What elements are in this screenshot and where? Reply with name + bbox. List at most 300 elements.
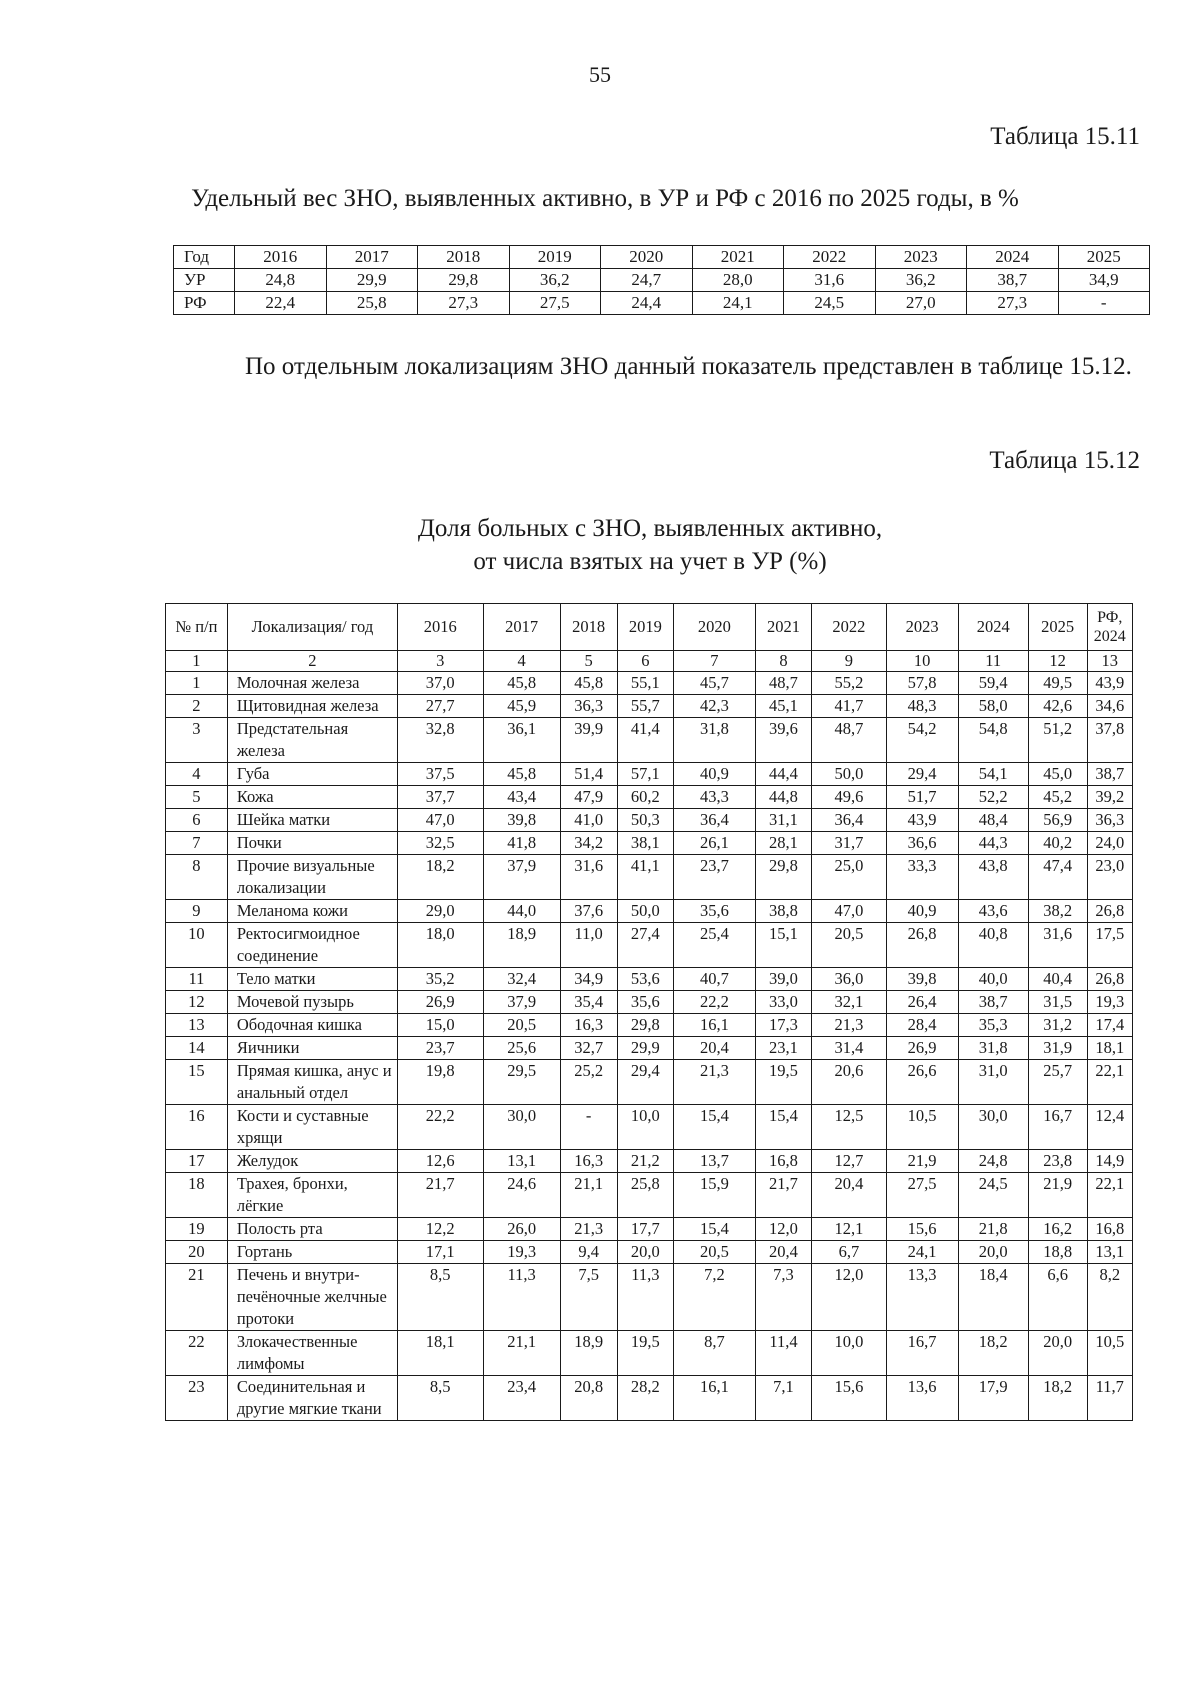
table2-cell: 33,0 (755, 991, 812, 1014)
table2-cell: 26,6 (886, 1060, 958, 1105)
table2-cell: 34,6 (1087, 695, 1132, 718)
table2-header-year: 2024 (958, 604, 1028, 651)
table2-row-localization: Тело матки (227, 968, 397, 991)
table2-row-number: 9 (166, 900, 228, 923)
table2-cell: 14,9 (1087, 1150, 1132, 1173)
table2-cell: 12,0 (755, 1218, 812, 1241)
table2-row (166, 832, 1133, 855)
table2-cell: 20,5 (674, 1241, 755, 1264)
table2-cell: 27,7 (397, 695, 483, 718)
table1-cell: 24,7 (601, 269, 693, 292)
table2-cell: 41,8 (483, 832, 560, 855)
table2-cell: 39,0 (755, 968, 812, 991)
table2-cell: 37,5 (397, 763, 483, 786)
table2-row-localization: Прямая кишка, анус и анальный отдел (227, 1060, 397, 1105)
table2-heading-line1: Доля больных с ЗНО, выявленных активно, (417, 515, 883, 542)
table2-cell: 21,2 (617, 1150, 674, 1173)
table2-cell: 26,8 (1087, 900, 1132, 923)
table2-cell: 7,5 (560, 1264, 617, 1331)
table2-column-number: 4 (483, 651, 560, 672)
table2-cell: 31,8 (958, 1037, 1028, 1060)
table2-cell: 34,2 (560, 832, 617, 855)
table2-cell: 39,8 (483, 809, 560, 832)
table2-cell: 10,5 (886, 1105, 958, 1150)
table2-column-number: 9 (812, 651, 886, 672)
table2-cell: 29,4 (617, 1060, 674, 1105)
table2-cell: 26,8 (886, 923, 958, 968)
table2-cell: 28,4 (886, 1014, 958, 1037)
table1-heading: Удельный вес ЗНО, выявленных активно, в УР и РФ с 2016 по 2025 годы, в % (191, 185, 1019, 212)
table2-row-localization: Печень и внутри-печёночные желчные протоки (227, 1264, 397, 1331)
table2-cell: 26,4 (886, 991, 958, 1014)
table2-row-number: 21 (166, 1264, 228, 1331)
table2-cell: 16,3 (560, 1150, 617, 1173)
table2-cell: 23,7 (397, 1037, 483, 1060)
table2-cell: 30,0 (958, 1105, 1028, 1150)
table1-row-label: РФ (174, 292, 235, 315)
table2-row-number: 11 (166, 968, 228, 991)
table2-cell: 45,8 (483, 672, 560, 695)
table2-cell: 20,0 (958, 1241, 1028, 1264)
table2-cell: 49,5 (1028, 672, 1087, 695)
table2-cell: 17,4 (1087, 1014, 1132, 1037)
table1-caption: Таблица 15.11 (990, 123, 1140, 150)
table1-cell: 27,5 (509, 292, 601, 315)
table2-cell: 37,9 (483, 991, 560, 1014)
table2-cell: 35,6 (674, 900, 755, 923)
table2-column-number: 10 (886, 651, 958, 672)
table2-row (166, 855, 1133, 900)
table2-cell: 40,0 (958, 968, 1028, 991)
table2-cell: 31,5 (1028, 991, 1087, 1014)
table2-cell: 21,9 (886, 1150, 958, 1173)
table2-header-year: 2022 (812, 604, 886, 651)
table2-row (166, 763, 1133, 786)
table2-header-year: 2023 (886, 604, 958, 651)
table2-cell: 12,1 (812, 1218, 886, 1241)
table2-cell: 16,7 (1028, 1105, 1087, 1150)
table2-cell: 17,7 (617, 1218, 674, 1241)
table2-cell: 16,2 (1028, 1218, 1087, 1241)
table2-cell: 45,9 (483, 695, 560, 718)
table2-cell: 41,1 (617, 855, 674, 900)
table2-cell: 25,6 (483, 1037, 560, 1060)
table2-row-localization: Молочная железа (227, 672, 397, 695)
table2-cell: 48,7 (755, 672, 812, 695)
table1-cell: 24,5 (784, 292, 876, 315)
table2-cell: 35,6 (617, 991, 674, 1014)
table2-cell: 29,4 (886, 763, 958, 786)
table2-cell: 12,2 (397, 1218, 483, 1241)
table2-cell: 50,3 (617, 809, 674, 832)
table2-cell: 31,4 (812, 1037, 886, 1060)
table2-cell: 29,9 (617, 1037, 674, 1060)
table2-row-number: 20 (166, 1241, 228, 1264)
table2-cell: 34,9 (560, 968, 617, 991)
table2-cell: 24,5 (958, 1173, 1028, 1218)
table2-cell: 22,1 (1087, 1060, 1132, 1105)
table1-header-year: 2018 (418, 246, 510, 269)
table2-cell: 31,9 (1028, 1037, 1087, 1060)
table2-cell: 52,2 (958, 786, 1028, 809)
table2-cell: 13,3 (886, 1264, 958, 1331)
table2-cell: 16,3 (560, 1014, 617, 1037)
table2-column-number: 5 (560, 651, 617, 672)
table2-row-localization: Гортань (227, 1241, 397, 1264)
table2-column-number: 12 (1028, 651, 1087, 672)
table1-header-year: 2017 (326, 246, 418, 269)
table2-row-number: 5 (166, 786, 228, 809)
table2-column-number: 6 (617, 651, 674, 672)
table2-cell: 45,2 (1028, 786, 1087, 809)
table2-header-year: 2019 (617, 604, 674, 651)
table2-cell: 15,6 (886, 1218, 958, 1241)
table2-row-number: 10 (166, 923, 228, 968)
table2-cell: 36,6 (886, 832, 958, 855)
table1-cell: 29,8 (418, 269, 510, 292)
table2-cell: 51,2 (1028, 718, 1087, 763)
table2-row-localization: Ректосигмоидное соединение (227, 923, 397, 968)
table2-cell: 12,4 (1087, 1105, 1132, 1150)
table2-row (166, 991, 1133, 1014)
table2-cell: 21,1 (560, 1173, 617, 1218)
table2-cell: 50,0 (617, 900, 674, 923)
table2-column-number: 7 (674, 651, 755, 672)
table2-cell: 16,7 (886, 1331, 958, 1376)
table2-row-number: 4 (166, 763, 228, 786)
table2-row-localization: Злокачественные лимфомы (227, 1331, 397, 1376)
table2-cell: 37,0 (397, 672, 483, 695)
table2-cell: 19,3 (483, 1241, 560, 1264)
table2-row-localization: Полость рта (227, 1218, 397, 1241)
table2-cell: 31,7 (812, 832, 886, 855)
table2-cell: 21,1 (483, 1331, 560, 1376)
table2-cell: 16,1 (674, 1014, 755, 1037)
table1-header-year: 2025 (1058, 246, 1150, 269)
table2-cell: 38,1 (617, 832, 674, 855)
table2-cell: 40,9 (886, 900, 958, 923)
table2-cell: 13,6 (886, 1376, 958, 1421)
table2-cell: 20,0 (617, 1241, 674, 1264)
table2-cell: 20,6 (812, 1060, 886, 1105)
table2-row-number: 17 (166, 1150, 228, 1173)
table2-row (166, 695, 1133, 718)
table2-heading-line2: от числа взятых на учет в УР (%) (473, 548, 827, 575)
table2-cell: 31,0 (958, 1060, 1028, 1105)
table2-row-localization: Шейка матки (227, 809, 397, 832)
table2-row-localization: Соединительная и другие мягкие ткани (227, 1376, 397, 1421)
table2-header-year: 2025 (1028, 604, 1087, 651)
table2-row-localization: Щитовидная железа (227, 695, 397, 718)
table2-cell: 58,0 (958, 695, 1028, 718)
table2-cell: 55,1 (617, 672, 674, 695)
table2-cell: 8,2 (1087, 1264, 1132, 1331)
table2-cell: 18,0 (397, 923, 483, 968)
table2-header-row (166, 604, 1133, 651)
table1-cell: 28,0 (692, 269, 784, 292)
table2-cell: 18,4 (958, 1264, 1028, 1331)
table2-column-number: 2 (227, 651, 397, 672)
table2-row-number: 3 (166, 718, 228, 763)
table2-cell: 24,8 (958, 1150, 1028, 1173)
table2-row-number: 7 (166, 832, 228, 855)
table2-cell: 45,8 (483, 763, 560, 786)
table2-row-number: 1 (166, 672, 228, 695)
table2-row-localization: Кожа (227, 786, 397, 809)
table2-cell: 48,4 (958, 809, 1028, 832)
table2-cell: 18,9 (560, 1331, 617, 1376)
table2-cell: 53,6 (617, 968, 674, 991)
table2-cell: 38,8 (755, 900, 812, 923)
table1-header-label: Год (174, 246, 235, 269)
table2-row (166, 1173, 1133, 1218)
table2-row-localization: Мочевой пузырь (227, 991, 397, 1014)
table2-row (166, 786, 1133, 809)
table2-cell: 7,1 (755, 1376, 812, 1421)
table2-row (166, 1241, 1133, 1264)
table2-row-number: 8 (166, 855, 228, 900)
table2-cell: 20,0 (1028, 1331, 1087, 1376)
table2-cell: 37,7 (397, 786, 483, 809)
table2-cell: 57,8 (886, 672, 958, 695)
table2-cell: 20,4 (674, 1037, 755, 1060)
table2-row (166, 809, 1133, 832)
table1-cell: 29,9 (326, 269, 418, 292)
table2-cell: 31,6 (1028, 923, 1087, 968)
table2-cell: 40,2 (1028, 832, 1087, 855)
table2-cell: 19,8 (397, 1060, 483, 1105)
table2-cell: 23,8 (1028, 1150, 1087, 1173)
table2-column-number: 1 (166, 651, 228, 672)
table2-cell: 20,8 (560, 1376, 617, 1421)
table2 (165, 603, 1133, 1421)
table2-cell: 20,4 (812, 1173, 886, 1218)
table2-cell: 39,9 (560, 718, 617, 763)
table1-row (174, 292, 1150, 315)
table2-cell: 23,4 (483, 1376, 560, 1421)
table2-cell: 19,5 (617, 1331, 674, 1376)
table2-cell: 6,6 (1028, 1264, 1087, 1331)
table1-cell: 27,0 (875, 292, 967, 315)
table1-cell: 31,6 (784, 269, 876, 292)
table2-header-year: 2017 (483, 604, 560, 651)
table2-cell: 36,3 (560, 695, 617, 718)
table2-cell: 48,3 (886, 695, 958, 718)
table1-cell: 36,2 (509, 269, 601, 292)
table2-cell: 54,2 (886, 718, 958, 763)
table2-row-number: 12 (166, 991, 228, 1014)
table2-header-year: 2016 (397, 604, 483, 651)
table2-cell: 43,9 (1087, 672, 1132, 695)
table2-cell: 32,7 (560, 1037, 617, 1060)
table2-cell: 17,3 (755, 1014, 812, 1037)
table1-cell: - (1058, 292, 1150, 315)
table2-cell: 31,2 (1028, 1014, 1087, 1037)
table2-row-number: 16 (166, 1105, 228, 1150)
table2-row (166, 1264, 1133, 1331)
table2-cell: 36,4 (674, 809, 755, 832)
table1-header-year: 2020 (601, 246, 693, 269)
table2-caption: Таблица 15.12 (989, 447, 1140, 474)
table2-cell: 19,3 (1087, 991, 1132, 1014)
table2-row-number: 18 (166, 1173, 228, 1218)
table2-row-localization: Губа (227, 763, 397, 786)
table2-cell: 56,9 (1028, 809, 1087, 832)
table1-header-year: 2023 (875, 246, 967, 269)
table2-cell: 40,4 (1028, 968, 1087, 991)
table2-cell: 22,1 (1087, 1173, 1132, 1218)
table2-row-number: 19 (166, 1218, 228, 1241)
table2-row (166, 1105, 1133, 1150)
table2-header-number: № п/п (166, 604, 228, 651)
table2-row-localization: Желудок (227, 1150, 397, 1173)
table1 (173, 245, 1150, 315)
table1-header-year: 2021 (692, 246, 784, 269)
table2-row (166, 1014, 1133, 1037)
table2-header-year: РФ, 2024 (1087, 604, 1132, 651)
table2-cell: 18,2 (397, 855, 483, 900)
table2-row-localization: Ободочная кишка (227, 1014, 397, 1037)
table2-cell: 15,4 (755, 1105, 812, 1150)
table2-cell: 17,5 (1087, 923, 1132, 968)
table2-cell: 39,8 (886, 968, 958, 991)
table2-cell: 25,7 (1028, 1060, 1087, 1105)
table2-cell: 36,4 (812, 809, 886, 832)
table2-cell: 28,2 (617, 1376, 674, 1421)
table2-row-number: 23 (166, 1376, 228, 1421)
table2-cell: 55,7 (617, 695, 674, 718)
table2-cell: 21,9 (1028, 1173, 1087, 1218)
table2-cell: 32,5 (397, 832, 483, 855)
table2-row (166, 718, 1133, 763)
table2-row-number: 6 (166, 809, 228, 832)
table1-header-year: 2016 (235, 246, 327, 269)
table2-cell: 13,1 (483, 1150, 560, 1173)
table2-column-number: 8 (755, 651, 812, 672)
table2-cell: 7,3 (755, 1264, 812, 1331)
table2-cell: 35,3 (958, 1014, 1028, 1037)
table2-cell: 41,0 (560, 809, 617, 832)
table2-cell: 22,2 (674, 991, 755, 1014)
table2-row (166, 1218, 1133, 1241)
table2-column-number: 13 (1087, 651, 1132, 672)
table2-row (166, 1331, 1133, 1376)
table2-cell: 20,5 (812, 923, 886, 968)
table2-row-localization: Предстательная железа (227, 718, 397, 763)
table2-cell: 15,9 (674, 1173, 755, 1218)
table2-cell: 11,4 (755, 1331, 812, 1376)
table2-cell: 41,4 (617, 718, 674, 763)
table2-cell: 48,7 (812, 718, 886, 763)
table2-cell: 35,2 (397, 968, 483, 991)
table2-cell: 19,5 (755, 1060, 812, 1105)
table2-cell: 29,0 (397, 900, 483, 923)
table2-cell: 12,5 (812, 1105, 886, 1150)
table2-cell: 25,4 (674, 923, 755, 968)
table2-cell: 41,7 (812, 695, 886, 718)
table2-cell: 31,1 (755, 809, 812, 832)
table2-cell: 45,7 (674, 672, 755, 695)
table2-row-number: 2 (166, 695, 228, 718)
table1-header-year: 2019 (509, 246, 601, 269)
table1-cell: 27,3 (967, 292, 1059, 315)
table2-row-localization: Меланома кожи (227, 900, 397, 923)
table2-cell: 11,3 (483, 1264, 560, 1331)
table2-cell: 51,4 (560, 763, 617, 786)
table2-cell: 13,1 (1087, 1241, 1132, 1264)
table2-cell: 17,1 (397, 1241, 483, 1264)
table2-cell: 26,0 (483, 1218, 560, 1241)
table2-cell: 23,1 (755, 1037, 812, 1060)
table2-cell: 26,9 (886, 1037, 958, 1060)
table2-cell: 60,2 (617, 786, 674, 809)
table2-cell: 47,4 (1028, 855, 1087, 900)
table2-cell: 25,2 (560, 1060, 617, 1105)
table2-cell: 20,4 (755, 1241, 812, 1264)
table2-header-localization: Локализация/ год (227, 604, 397, 651)
table2-row (166, 923, 1133, 968)
table2-cell: 43,6 (958, 900, 1028, 923)
table2-cell: 16,1 (674, 1376, 755, 1421)
table1-cell: 22,4 (235, 292, 327, 315)
table2-cell: 22,2 (397, 1105, 483, 1150)
table2-column-number: 11 (958, 651, 1028, 672)
table2-cell: 32,8 (397, 718, 483, 763)
table1-row-label: УР (174, 269, 235, 292)
table2-cell: 45,0 (1028, 763, 1087, 786)
table2-row-number: 22 (166, 1331, 228, 1376)
table2-cell: 21,7 (755, 1173, 812, 1218)
table2-cell: 9,4 (560, 1241, 617, 1264)
table2-cell: 39,2 (1087, 786, 1132, 809)
table2-cell: 23,7 (674, 855, 755, 900)
table2-cell: 38,2 (1028, 900, 1087, 923)
table2-row (166, 900, 1133, 923)
table2-cell: 40,8 (958, 923, 1028, 968)
table2-cell: 47,0 (812, 900, 886, 923)
table2-cell: 18,2 (958, 1331, 1028, 1376)
table2-cell: 55,2 (812, 672, 886, 695)
table2-cell: 18,2 (1028, 1376, 1087, 1421)
table2-row-number: 13 (166, 1014, 228, 1037)
table2-cell: 15,6 (812, 1376, 886, 1421)
table2-cell: 18,9 (483, 923, 560, 968)
table2-cell: 42,6 (1028, 695, 1087, 718)
table2-cell: 43,3 (674, 786, 755, 809)
table2-cell: 11,3 (617, 1264, 674, 1331)
table2-cell: 17,9 (958, 1376, 1028, 1421)
table2-cell: 44,8 (755, 786, 812, 809)
table2-column-number: 3 (397, 651, 483, 672)
table2-cell: 42,3 (674, 695, 755, 718)
table2-cell: 38,7 (1087, 763, 1132, 786)
table2-cell: 6,7 (812, 1241, 886, 1264)
table2-cell: 43,9 (886, 809, 958, 832)
table2-cell: 37,8 (1087, 718, 1132, 763)
table1-cell: 24,4 (601, 292, 693, 315)
table2-cell: 21,7 (397, 1173, 483, 1218)
table1-row (174, 269, 1150, 292)
table2-cell: 15,4 (674, 1105, 755, 1150)
table2-row-number: 15 (166, 1060, 228, 1105)
table2-cell: 24,1 (886, 1241, 958, 1264)
table2-cell: 29,8 (755, 855, 812, 900)
table2-cell: 26,1 (674, 832, 755, 855)
table2-row (166, 1060, 1133, 1105)
table2-cell: 43,4 (483, 786, 560, 809)
table2-cell: 15,4 (674, 1218, 755, 1241)
table2-cell: 37,6 (560, 900, 617, 923)
